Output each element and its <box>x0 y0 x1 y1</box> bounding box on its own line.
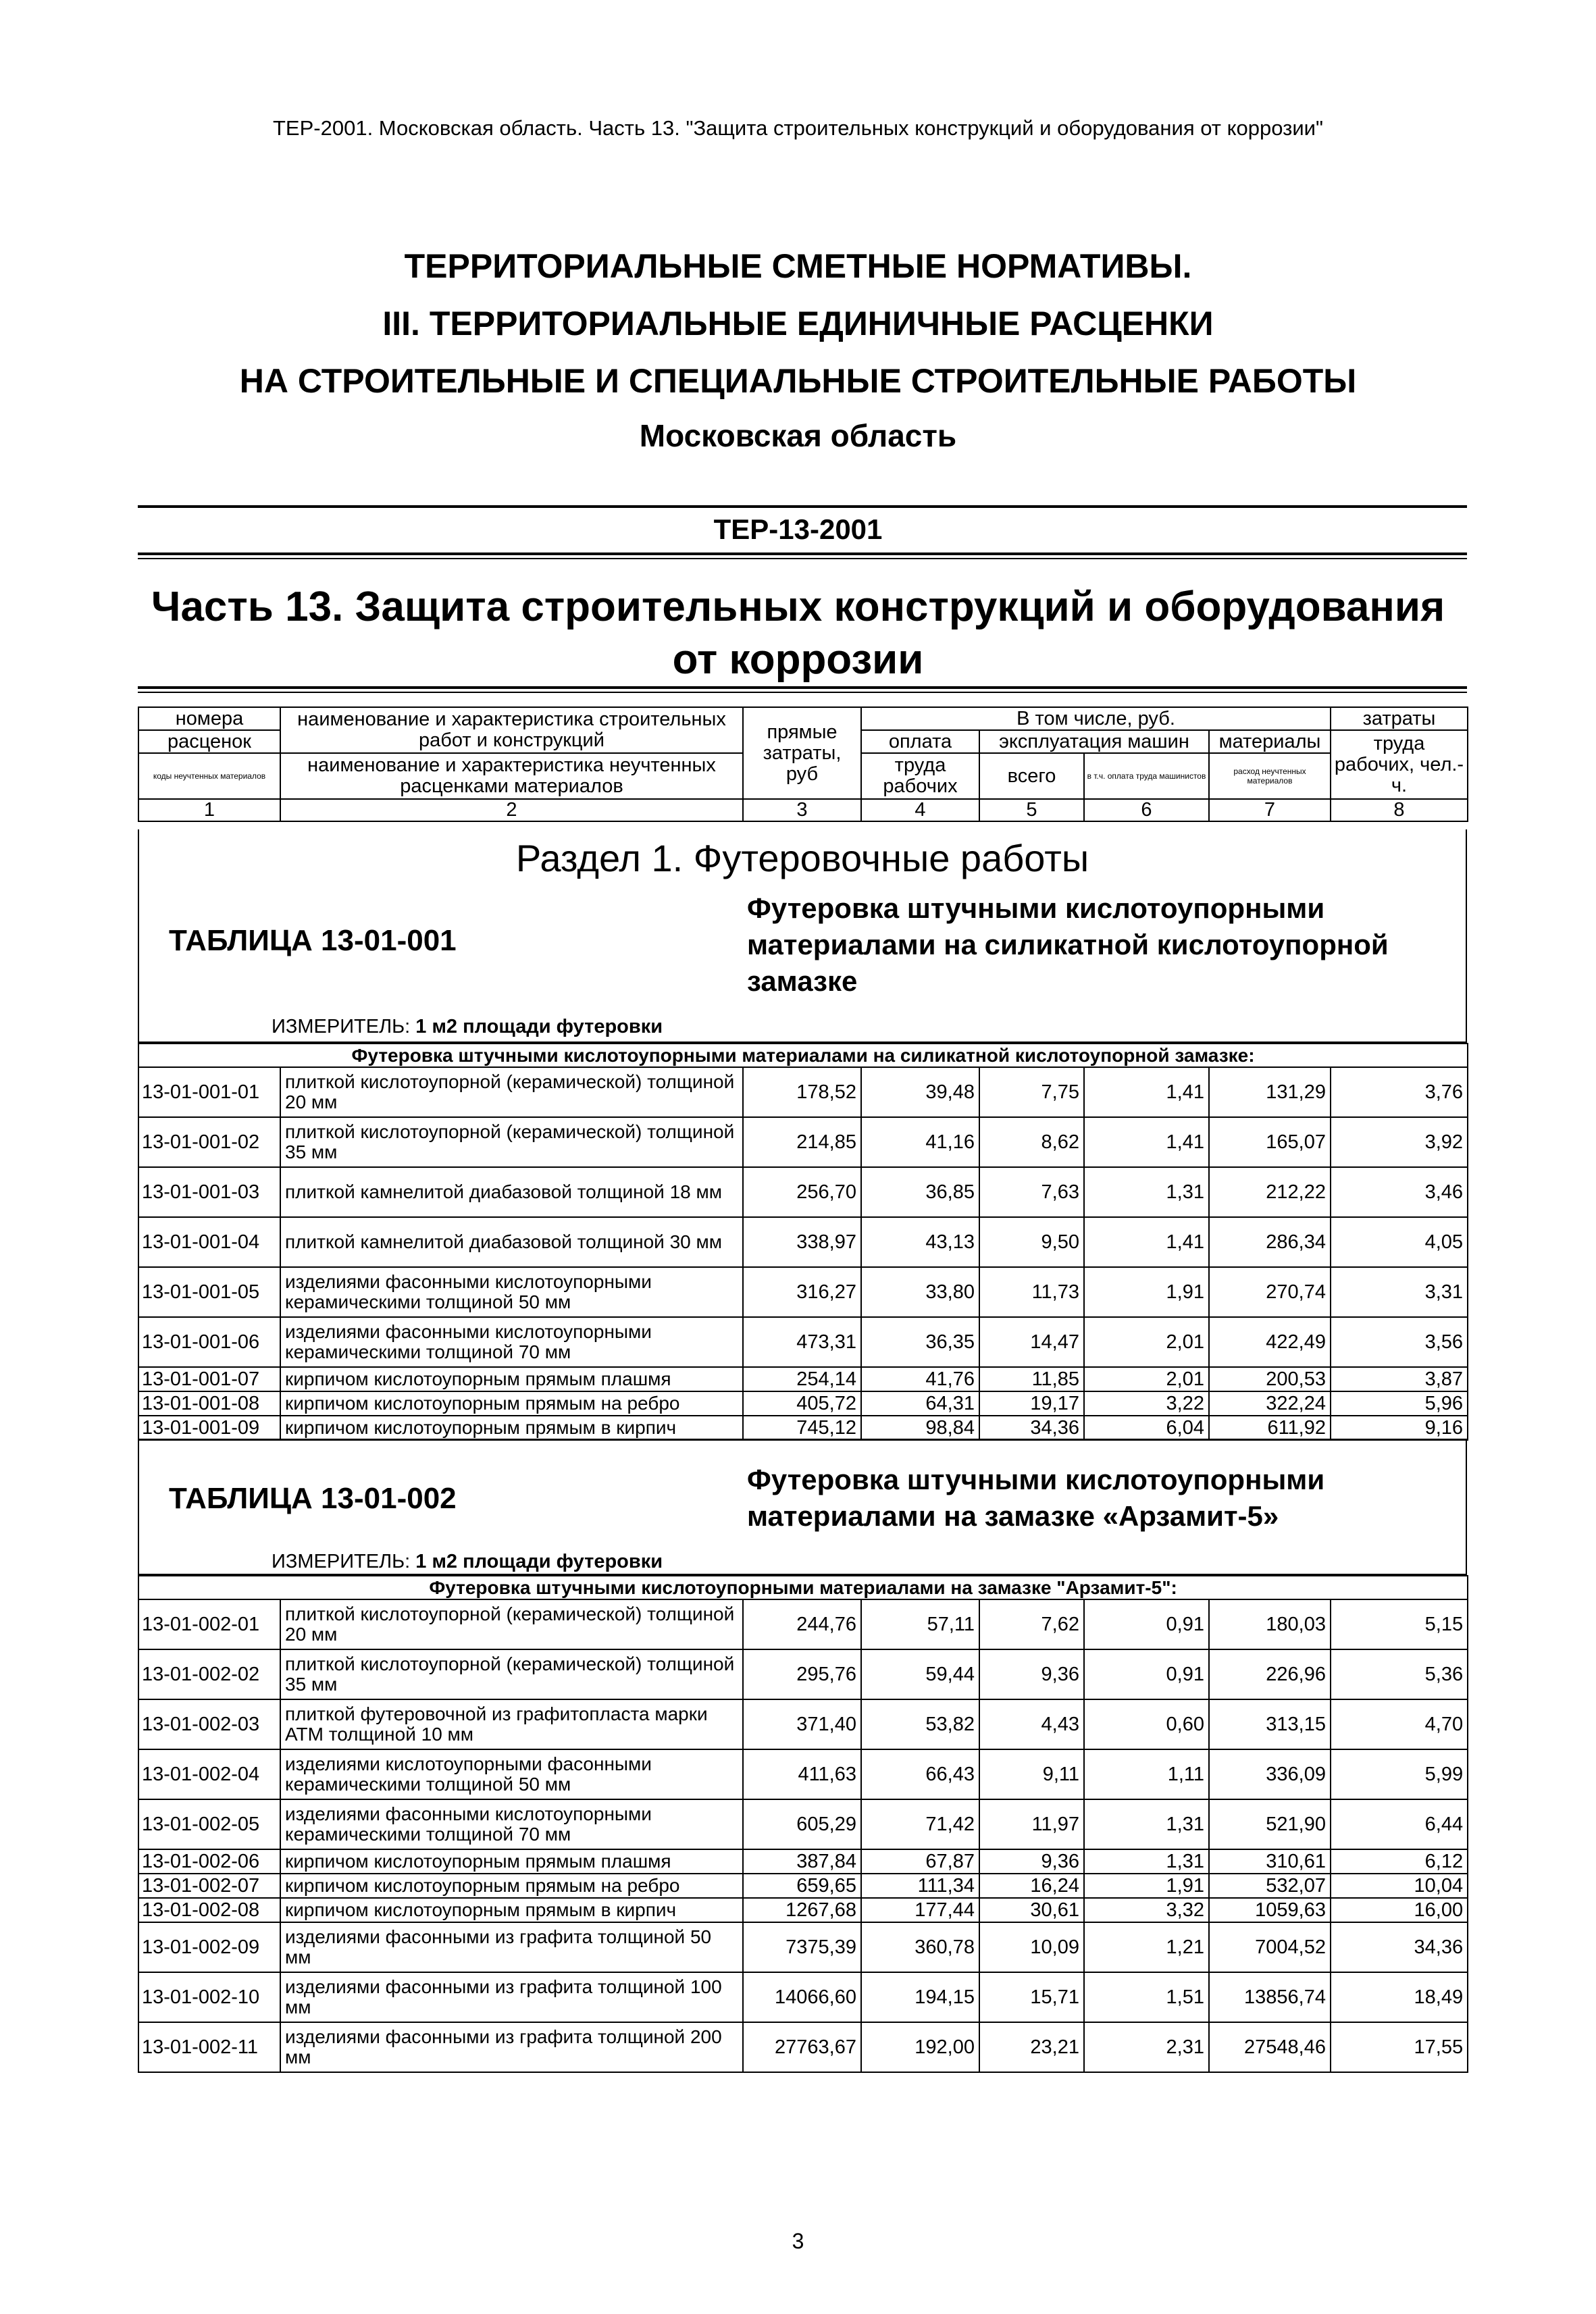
cell-code: 13-01-002-06 <box>138 1849 280 1874</box>
cell-code: 13-01-002-07 <box>138 1874 280 1898</box>
table-row <box>138 1317 1468 1367</box>
meter-1: ИЗМЕРИТЕЛЬ: 1 м2 площади футеровки <box>272 1016 663 1037</box>
cell-v5: 9,36 <box>979 1649 1084 1699</box>
table-row <box>138 1167 1468 1217</box>
section-title: Раздел 1. Футеровочные работы <box>515 837 1089 879</box>
data-table-1 <box>138 1043 1468 1441</box>
cell-v7: 313,15 <box>1209 1699 1331 1749</box>
cell-v6: 1,91 <box>1084 1267 1209 1317</box>
cell-v6: 1,31 <box>1084 1167 1209 1217</box>
cell-v6: 1,31 <box>1084 1799 1209 1849</box>
cell-v5: 23,21 <box>979 2022 1084 2072</box>
cell-v7: 200,53 <box>1209 1367 1331 1391</box>
cell-v3: 178,52 <box>743 1067 861 1117</box>
cell-v8: 9,16 <box>1331 1416 1468 1440</box>
cell-v6: 1,91 <box>1084 1874 1209 1898</box>
cell-v4: 177,44 <box>861 1898 979 1922</box>
cell-v6: 0,91 <box>1084 1599 1209 1649</box>
part-title <box>0 581 1596 686</box>
cell-v6: 1,41 <box>1084 1217 1209 1267</box>
cell-v3: 605,29 <box>743 1799 861 1849</box>
cell-v7: 180,03 <box>1209 1599 1331 1649</box>
hdr-materials: материалы <box>1209 730 1331 753</box>
cell-v7: 286,34 <box>1209 1217 1331 1267</box>
cell-v7: 1059,63 <box>1209 1898 1331 1922</box>
cell-code: 13-01-002-10 <box>138 1972 280 2022</box>
table-row <box>138 1799 1468 1849</box>
cell-desc: кирпичом кислотоупорным прямым на ребро <box>280 1874 743 1898</box>
hdr-labour-b: труда рабочих, чел.-ч. <box>1331 730 1468 799</box>
cell-v3: 371,40 <box>743 1699 861 1749</box>
cell-v5: 10,09 <box>979 1922 1084 1972</box>
cell-v6: 2,01 <box>1084 1367 1209 1391</box>
cell-v8: 16,00 <box>1331 1898 1468 1922</box>
cell-v8: 3,31 <box>1331 1267 1468 1317</box>
cell-v8: 3,87 <box>1331 1367 1468 1391</box>
table-row <box>138 1849 1468 1874</box>
section-frame-1 <box>138 829 1467 1043</box>
cell-v8: 5,36 <box>1331 1649 1468 1699</box>
cell-v5: 7,75 <box>979 1067 1084 1117</box>
cell-v3: 244,76 <box>743 1599 861 1649</box>
cell-v5: 9,50 <box>979 1217 1084 1267</box>
cell-v8: 5,99 <box>1331 1749 1468 1799</box>
cell-v6: 0,60 <box>1084 1699 1209 1749</box>
cell-desc: кирпичом кислотоупорным прямым в кирпич <box>280 1416 743 1440</box>
cell-code: 13-01-001-08 <box>138 1391 280 1416</box>
cell-v8: 4,05 <box>1331 1217 1468 1267</box>
cell-code: 13-01-001-09 <box>138 1416 280 1440</box>
cell-v3: 316,27 <box>743 1267 861 1317</box>
cell-v7: 212,22 <box>1209 1167 1331 1217</box>
cell-v7: 270,74 <box>1209 1267 1331 1317</box>
region-title: Московская область <box>639 418 957 453</box>
hdr-unaccounted-name: наименование и характеристика неучтенных расценками материалов <box>280 753 743 799</box>
cell-v8: 4,70 <box>1331 1699 1468 1749</box>
cell-v3: 411,63 <box>743 1749 861 1799</box>
cell-desc: кирпичом кислотоупорным прямым плашмя <box>280 1367 743 1391</box>
cell-desc: плиткой кислотоупорной (керамической) толщиной 35 мм <box>280 1117 743 1167</box>
cell-desc: кирпичом кислотоупорным прямым плашмя <box>280 1849 743 1874</box>
cell-v7: 27548,46 <box>1209 2022 1331 2072</box>
cell-v7: 532,07 <box>1209 1874 1331 1898</box>
cell-v4: 360,78 <box>861 1922 979 1972</box>
data-table-2 <box>138 1575 1468 2073</box>
hdr-unaccounted-codes: коды неучтенных материалов <box>138 753 280 799</box>
hdr-work-name: наименование и характеристика строительных работ и конструкций <box>280 707 743 753</box>
cell-code: 13-01-001-04 <box>138 1217 280 1267</box>
cell-code: 13-01-002-02 <box>138 1649 280 1699</box>
cell-v5: 11,85 <box>979 1367 1084 1391</box>
cell-v6: 3,22 <box>1084 1391 1209 1416</box>
cell-v4: 59,44 <box>861 1649 979 1699</box>
cell-v8: 5,96 <box>1331 1391 1468 1416</box>
title-line-2: III. ТЕРРИТОРИАЛЬНЫЕ ЕДИНИЧНЫЕ РАСЦЕНКИ <box>382 305 1214 342</box>
cell-v5: 8,62 <box>979 1117 1084 1167</box>
cell-v4: 67,87 <box>861 1849 979 1874</box>
cell-v3: 338,97 <box>743 1217 861 1267</box>
cell-desc: изделиями фасонными кислотоупорными керамическими толщиной 70 мм <box>280 1799 743 1849</box>
cell-code: 13-01-002-09 <box>138 1922 280 1972</box>
cell-v8: 34,36 <box>1331 1922 1468 1972</box>
cell-desc: изделиями фасонными из графита толщиной 100 мм <box>280 1972 743 2022</box>
cell-v8: 6,44 <box>1331 1799 1468 1849</box>
cell-v4: 64,31 <box>861 1391 979 1416</box>
cell-v4: 194,15 <box>861 1972 979 2022</box>
table-row <box>138 1972 1468 2022</box>
cell-v4: 57,11 <box>861 1599 979 1649</box>
hdr-direct-costs: прямые затраты, руб <box>743 707 861 799</box>
running-head: ТЕР-2001. Московская область. Часть 13. "Защита строительных конструкций и оборудования от коррозии" <box>273 116 1323 140</box>
hdr-material-usage: расход неучтенных материалов <box>1209 753 1331 799</box>
cell-v7: 611,92 <box>1209 1416 1331 1440</box>
column-header-table <box>138 706 1468 822</box>
rule-under-part-thin <box>138 692 1467 693</box>
table-row <box>138 1416 1468 1440</box>
cell-v3: 27763,67 <box>743 2022 861 2072</box>
cell-code: 13-01-002-05 <box>138 1799 280 1849</box>
cell-v7: 322,24 <box>1209 1391 1331 1416</box>
cell-v3: 254,14 <box>743 1367 861 1391</box>
table-row <box>138 1699 1468 1749</box>
cell-v7: 7004,52 <box>1209 1922 1331 1972</box>
table-row <box>138 1117 1468 1167</box>
cell-code: 13-01-002-01 <box>138 1599 280 1649</box>
cell-v3: 256,70 <box>743 1167 861 1217</box>
cell-desc: изделиями кислотоупорными фасонными керамическими толщиной 50 мм <box>280 1749 743 1799</box>
table-row <box>138 1649 1468 1699</box>
cell-v3: 659,65 <box>743 1874 861 1898</box>
table-title-2: Футеровка штучными кислотоупорными материалами на замазке «Арзамит-5» <box>747 1464 1325 1532</box>
cell-v5: 30,61 <box>979 1898 1084 1922</box>
cell-desc: изделиями фасонными из графита толщиной 50 мм <box>280 1922 743 1972</box>
cell-v5: 11,97 <box>979 1799 1084 1849</box>
cell-v5: 19,17 <box>979 1391 1084 1416</box>
hdr-worker-pay: труда рабочих <box>861 753 979 799</box>
cell-desc: плиткой футеровочной из графитопласта марки АТМ толщиной 10 мм <box>280 1699 743 1749</box>
table-row <box>138 1599 1468 1649</box>
cell-v7: 336,09 <box>1209 1749 1331 1799</box>
cell-v6: 1,21 <box>1084 1922 1209 1972</box>
cell-v8: 18,49 <box>1331 1972 1468 2022</box>
cell-code: 13-01-002-08 <box>138 1898 280 1922</box>
cell-desc: кирпичом кислотоупорным прямым в кирпич <box>280 1898 743 1922</box>
hdr-codes: расценок <box>138 730 280 753</box>
cell-v3: 405,72 <box>743 1391 861 1416</box>
cell-desc: плиткой кислотоупорной (керамической) толщиной 20 мм <box>280 1067 743 1117</box>
cell-desc: плиткой камнелитой диабазовой толщиной 18 мм <box>280 1167 743 1217</box>
hdr-labour-a: затраты <box>1331 707 1468 730</box>
cell-desc: плиткой камнелитой диабазовой толщиной 30 мм <box>280 1217 743 1267</box>
hdr-group-including: В том числе, руб. <box>861 707 1331 730</box>
cell-v3: 295,76 <box>743 1649 861 1699</box>
cell-desc: изделиями фасонными кислотоупорными керамическими толщиной 50 мм <box>280 1267 743 1317</box>
cell-v6: 0,91 <box>1084 1649 1209 1699</box>
cell-v5: 7,62 <box>979 1599 1084 1649</box>
cell-v4: 33,80 <box>861 1267 979 1317</box>
cell-code: 13-01-001-02 <box>138 1117 280 1167</box>
cell-v3: 1267,68 <box>743 1898 861 1922</box>
cell-v7: 131,29 <box>1209 1067 1331 1117</box>
table-row <box>138 1922 1468 1972</box>
table-label-2: ТАБЛИЦА 13-01-002 <box>169 1482 457 1515</box>
cell-v3: 7375,39 <box>743 1922 861 1972</box>
subhead-1: Футеровка штучными кислотоупорными материалами на силикатной кислотоупорной замазке: <box>138 1044 1468 1067</box>
table-row <box>138 1217 1468 1267</box>
cell-v8: 3,92 <box>1331 1117 1468 1167</box>
cell-v7: 165,07 <box>1209 1117 1331 1167</box>
top-rule <box>138 505 1467 508</box>
table-row <box>138 1067 1468 1117</box>
cell-v6: 1,31 <box>1084 1849 1209 1874</box>
cell-v6: 1,41 <box>1084 1067 1209 1117</box>
title-line-3: НА СТРОИТЕЛЬНЫЕ И СПЕЦИАЛЬНЫЕ СТРОИТЕЛЬНЫЕ РАБОТЫ <box>239 362 1357 400</box>
cell-v6: 1,51 <box>1084 1972 1209 2022</box>
cell-v4: 53,82 <box>861 1699 979 1749</box>
cell-v7: 310,61 <box>1209 1849 1331 1874</box>
table-row <box>138 1367 1468 1391</box>
cell-v7: 13856,74 <box>1209 1972 1331 2022</box>
cell-v6: 2,31 <box>1084 2022 1209 2072</box>
cell-v8: 10,04 <box>1331 1874 1468 1898</box>
page-number: 3 <box>792 2229 804 2253</box>
rule-under-part <box>138 686 1467 689</box>
cell-v5: 4,43 <box>979 1699 1084 1749</box>
hdr-pay: оплата <box>861 730 979 753</box>
cell-v4: 39,48 <box>861 1067 979 1117</box>
rule-under-code-thin <box>138 558 1467 559</box>
cell-v6: 1,11 <box>1084 1749 1209 1799</box>
cell-desc: изделиями фасонными из графита толщиной 200 мм <box>280 2022 743 2072</box>
cell-v6: 2,01 <box>1084 1317 1209 1367</box>
cell-v5: 7,63 <box>979 1167 1084 1217</box>
cell-v7: 422,49 <box>1209 1317 1331 1367</box>
cell-v5: 9,36 <box>979 1849 1084 1874</box>
norm-code: ТЕР-13-2001 <box>713 513 883 545</box>
cell-v4: 36,85 <box>861 1167 979 1217</box>
cell-code: 13-01-001-03 <box>138 1167 280 1217</box>
cell-v4: 41,16 <box>861 1117 979 1167</box>
cell-code: 13-01-001-01 <box>138 1067 280 1117</box>
cell-v8: 17,55 <box>1331 2022 1468 2072</box>
cell-code: 13-01-002-04 <box>138 1749 280 1799</box>
cell-v6: 6,04 <box>1084 1416 1209 1440</box>
cell-v4: 111,34 <box>861 1874 979 1898</box>
hdr-machines-total: всего <box>979 753 1084 799</box>
table-row <box>138 1749 1468 1799</box>
cell-v3: 14066,60 <box>743 1972 861 2022</box>
cell-v6: 1,41 <box>1084 1117 1209 1167</box>
cell-v4: 98,84 <box>861 1416 979 1440</box>
cell-code: 13-01-002-11 <box>138 2022 280 2072</box>
cell-v8: 6,12 <box>1331 1849 1468 1874</box>
meter-2: ИЗМЕРИТЕЛЬ: 1 м2 площади футеровки <box>272 1551 663 1572</box>
cell-v7: 521,90 <box>1209 1799 1331 1849</box>
table-row <box>138 2022 1468 2072</box>
subhead-2: Футеровка штучными кислотоупорными материалами на замазке "Арзамит-5": <box>138 1576 1468 1599</box>
cell-v5: 9,11 <box>979 1749 1084 1799</box>
cell-desc: плиткой кислотоупорной (керамической) толщиной 35 мм <box>280 1649 743 1699</box>
cell-v5: 34,36 <box>979 1416 1084 1440</box>
section-frame-2 <box>138 1439 1467 1575</box>
cell-v8: 5,15 <box>1331 1599 1468 1649</box>
cell-v8: 3,76 <box>1331 1067 1468 1117</box>
table-label-1: ТАБЛИЦА 13-01-001 <box>169 924 457 957</box>
cell-code: 13-01-002-03 <box>138 1699 280 1749</box>
cell-code: 13-01-001-05 <box>138 1267 280 1317</box>
cell-v4: 36,35 <box>861 1317 979 1367</box>
cell-v4: 43,13 <box>861 1217 979 1267</box>
hdr-machinist-pay: в т.ч. оплата труда машинистов <box>1084 753 1209 799</box>
table-row <box>138 1391 1468 1416</box>
cell-v3: 745,12 <box>743 1416 861 1440</box>
cell-code: 13-01-001-07 <box>138 1367 280 1391</box>
cell-v8: 3,56 <box>1331 1317 1468 1367</box>
hdr-machines: эксплуатация машин <box>979 730 1209 753</box>
cell-v6: 3,32 <box>1084 1898 1209 1922</box>
cell-desc: плиткой кислотоупорной (керамической) толщиной 20 мм <box>280 1599 743 1649</box>
table-row <box>138 1267 1468 1317</box>
title-line-1: ТЕРРИТОРИАЛЬНЫЕ СМЕТНЫЕ НОРМАТИВЫ. <box>404 247 1192 285</box>
table-row <box>138 1874 1468 1898</box>
cell-v8: 3,46 <box>1331 1167 1468 1217</box>
cell-v3: 473,31 <box>743 1317 861 1367</box>
cell-v4: 41,76 <box>861 1367 979 1391</box>
cell-desc: кирпичом кислотоупорным прямым на ребро <box>280 1391 743 1416</box>
hdr-number-row: 1 2 3 4 5 6 7 8 <box>138 799 1468 821</box>
cell-code: 13-01-001-06 <box>138 1317 280 1367</box>
cell-v5: 14,47 <box>979 1317 1084 1367</box>
rule-under-code <box>138 552 1467 555</box>
hdr-number: номера <box>138 707 280 730</box>
part-title-line-1: Часть 13. Защита строительных конструкций и оборудования <box>151 584 1445 630</box>
cell-v4: 71,42 <box>861 1799 979 1849</box>
cell-v3: 214,85 <box>743 1117 861 1167</box>
cell-v3: 387,84 <box>743 1849 861 1874</box>
cell-v5: 15,71 <box>979 1972 1084 2022</box>
cell-v4: 192,00 <box>861 2022 979 2072</box>
cell-v7: 226,96 <box>1209 1649 1331 1699</box>
part-title-line-2: от коррозии <box>672 636 924 683</box>
cell-v5: 11,73 <box>979 1267 1084 1317</box>
cell-v5: 16,24 <box>979 1874 1084 1898</box>
cell-desc: изделиями фасонными кислотоупорными керамическими толщиной 70 мм <box>280 1317 743 1367</box>
table-row <box>138 1898 1468 1922</box>
cell-v4: 66,43 <box>861 1749 979 1799</box>
table-title-1: Футеровка штучными кислотоупорными материалами на силикатной кислотоупорной замазке <box>747 892 1389 997</box>
